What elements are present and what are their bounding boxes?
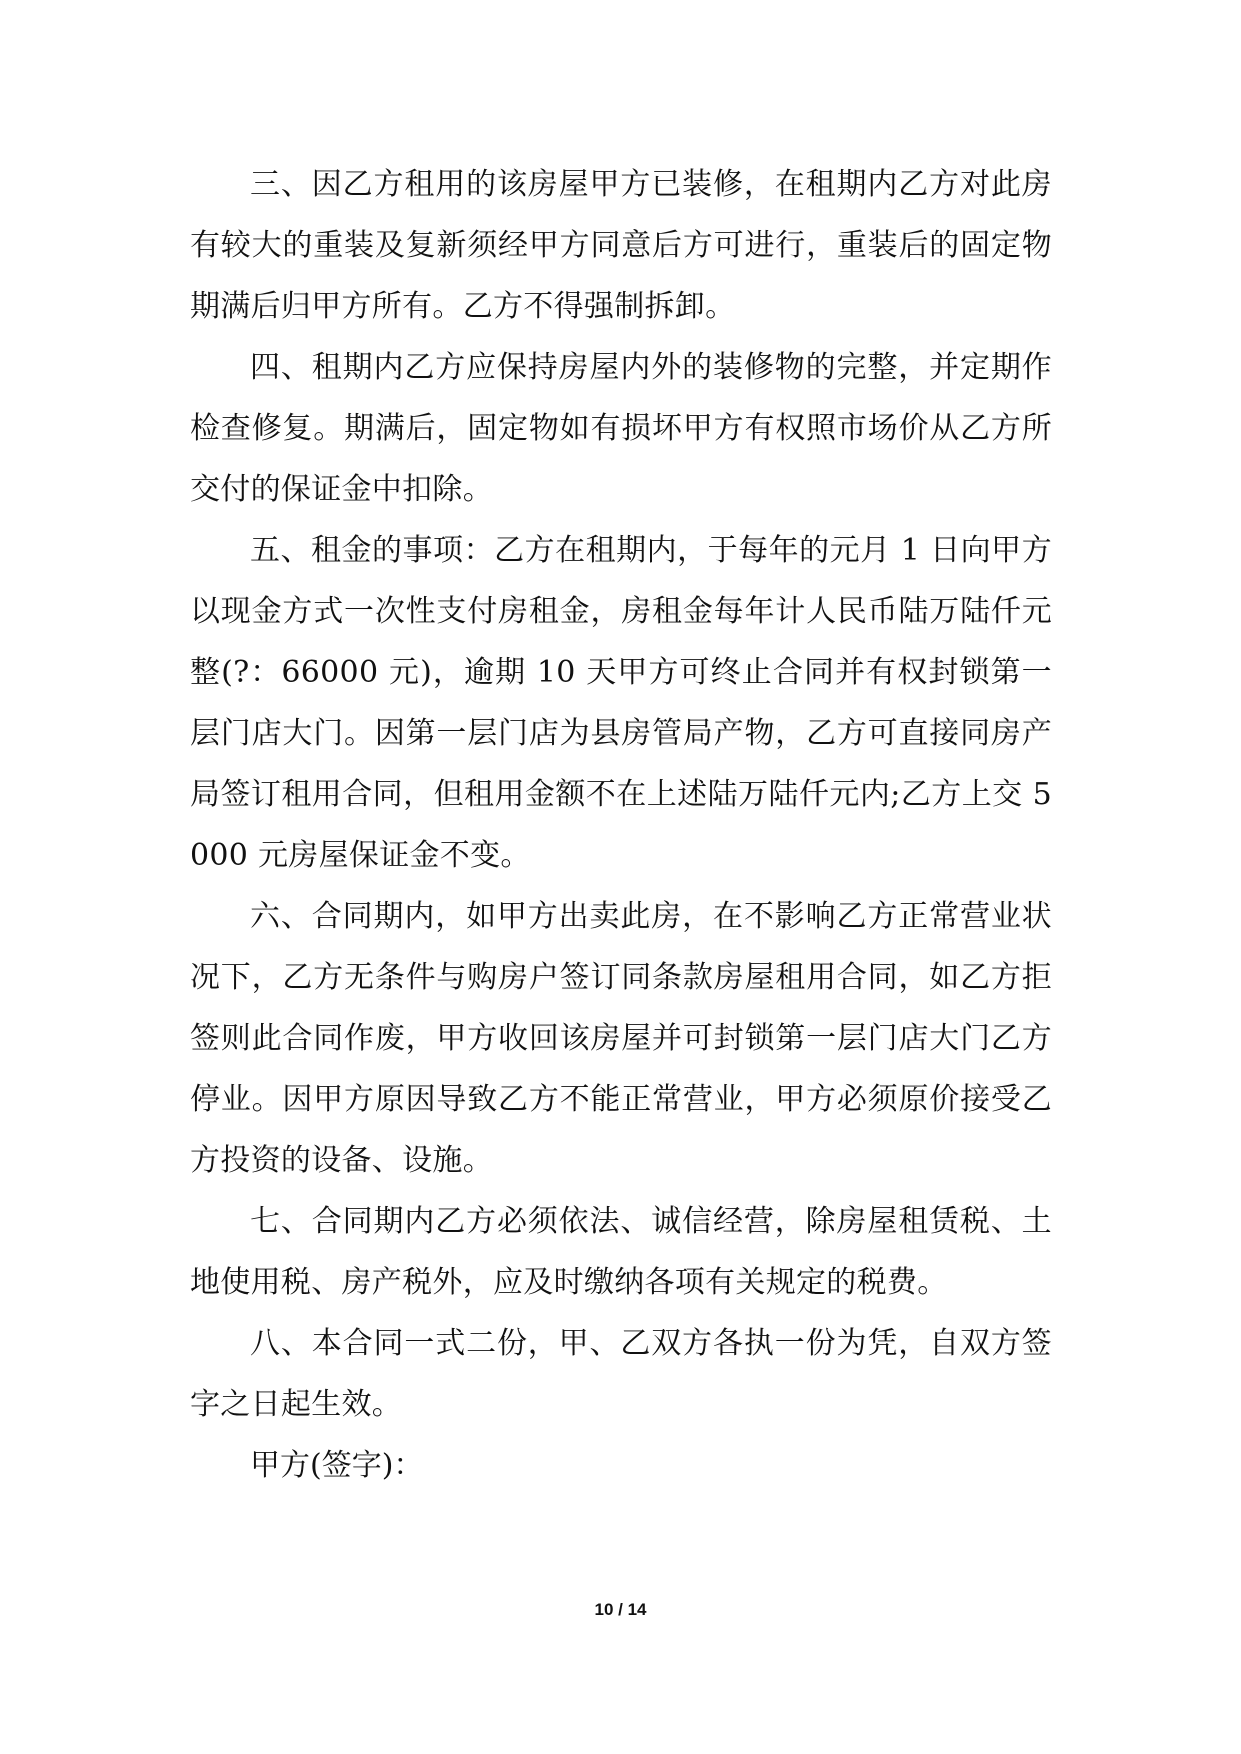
clause-7-paragraph: 七、合同期内乙方必须依法、诚信经营，除房屋租赁税、土地使用税、房产税外，应及时缴纳各项有关规定的税费。 <box>190 1204 1052 1300</box>
party-a-signature-label: 甲方(签字)： <box>250 1448 424 1483</box>
clause-8-paragraph: 八、本合同一式二份，甲、乙双方各执一份为凭，自双方签字之日起生效。 <box>190 1326 1052 1422</box>
clause-6-paragraph: 六、合同期内，如甲方出卖此房，在不影响乙方正常营业状况下，乙方无条件与购房户签订同条款房屋租用合同，如乙方拒签则此合同作废，甲方收回该房屋并可封锁第一层门店大门乙方停业。因甲方原因导致乙方不能正常营业，甲方必须原价接受乙方投资的设备、设施。 <box>190 899 1052 1178</box>
clause-4-paragraph: 四、租期内乙方应保持房屋内外的装修物的完整，并定期作检查修复。期满后，固定物如有损坏甲方有权照市场价从乙方所交付的保证金中扣除。 <box>190 350 1052 507</box>
clause-3-paragraph: 三、因乙方租用的该房屋甲方已装修，在租期内乙方对此房有较大的重装及复新须经甲方同意后方可进行，重装后的固定物期满后归甲方所有。乙方不得强制拆卸。 <box>190 167 1052 324</box>
contract-body <box>190 154 1052 1496</box>
page-number: 10 / 14 <box>594 1600 647 1619</box>
clause-5-paragraph: 五、租金的事项：乙方在租期内，于每年的元月 1 日向甲方以现金方式一次性支付房租金，房租金每年计人民币陆万陆仟元整(?：66000 元)，逾期 10 天甲方可终止合同并有权封锁第一层门店大门。因第一层门店为县房管局产物，乙方可直接同房产局签订租用合同，但租用金额不在上述陆万陆仟元内;乙方上交 5000 元房屋保证金不变。 <box>190 533 1052 873</box>
